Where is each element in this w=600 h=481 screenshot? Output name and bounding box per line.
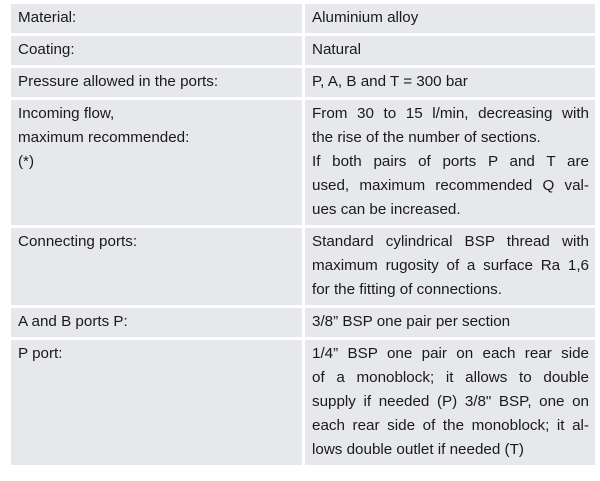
spec-row-coating	[11, 36, 595, 68]
spec-value-line: Aluminium alloy	[312, 9, 419, 26]
spec-value-line: the rise of the number of sections.	[312, 129, 541, 146]
spec-label-line: Incoming flow,	[18, 105, 115, 122]
spec-label-line: (*)	[18, 153, 35, 170]
spec-value	[305, 4, 595, 36]
spec-label	[11, 68, 305, 100]
spec-label-line: maximum recommended:	[18, 129, 190, 146]
spec-value-line: ues can be increased.	[312, 201, 461, 218]
spec-row-ab-ports	[11, 308, 595, 340]
spec-label-line: Pressure allowed in the ports:	[18, 73, 219, 90]
spec-label	[11, 4, 305, 36]
specifications-table	[11, 4, 595, 468]
spec-label	[11, 308, 305, 340]
spec-value	[305, 36, 595, 68]
spec-value-line: 1/4” BSP one pair on each rear side	[312, 345, 589, 362]
spec-row-p-port	[11, 340, 595, 468]
spec-value-line: maximum rugosity of a surface Ra 1,6	[312, 257, 589, 274]
spec-value-line: for the fitting of connections.	[312, 281, 502, 298]
spec-value-line: Standard cylindrical BSP thread with	[312, 233, 589, 250]
spec-value-line: If both pairs of ports P and T are	[312, 153, 589, 170]
spec-value-line: each rear side of the monoblock; it al-	[312, 417, 589, 434]
spec-value-line: 3/8” BSP one pair per section	[312, 313, 511, 330]
spec-label	[11, 340, 305, 468]
spec-row-material	[11, 4, 595, 36]
spec-value	[305, 68, 595, 100]
spec-value-line: used, maximum recommended Q val-	[312, 177, 589, 194]
spec-value	[305, 228, 595, 308]
spec-value-line: From 30 to 15 l/min, decreasing with	[312, 105, 589, 122]
spec-value	[305, 340, 595, 468]
spec-value-line: supply if needed (P) 3/8" BSP, one on	[312, 393, 589, 410]
spec-value-line: P, A, B and T = 300 bar	[312, 73, 468, 90]
spec-value-line: Natural	[312, 41, 361, 58]
spec-value	[305, 308, 595, 340]
spec-row-pressure	[11, 68, 595, 100]
spec-row-connecting-ports	[11, 228, 595, 308]
spec-label-line: A and B ports P:	[18, 313, 128, 330]
spec-label-line: Coating:	[18, 41, 75, 58]
spec-label	[11, 100, 305, 228]
spec-label	[11, 36, 305, 68]
spec-label-line: Connecting ports:	[18, 233, 138, 250]
spec-value-line: of a monoblock; it allows to double	[312, 369, 589, 386]
spec-value	[305, 100, 595, 228]
spec-label-line: Material:	[18, 9, 77, 26]
spec-label-line: P port:	[18, 345, 63, 362]
spec-value-line: lows double outlet if needed (T)	[312, 441, 524, 458]
spec-label	[11, 228, 305, 308]
spec-row-incoming-flow	[11, 100, 595, 228]
